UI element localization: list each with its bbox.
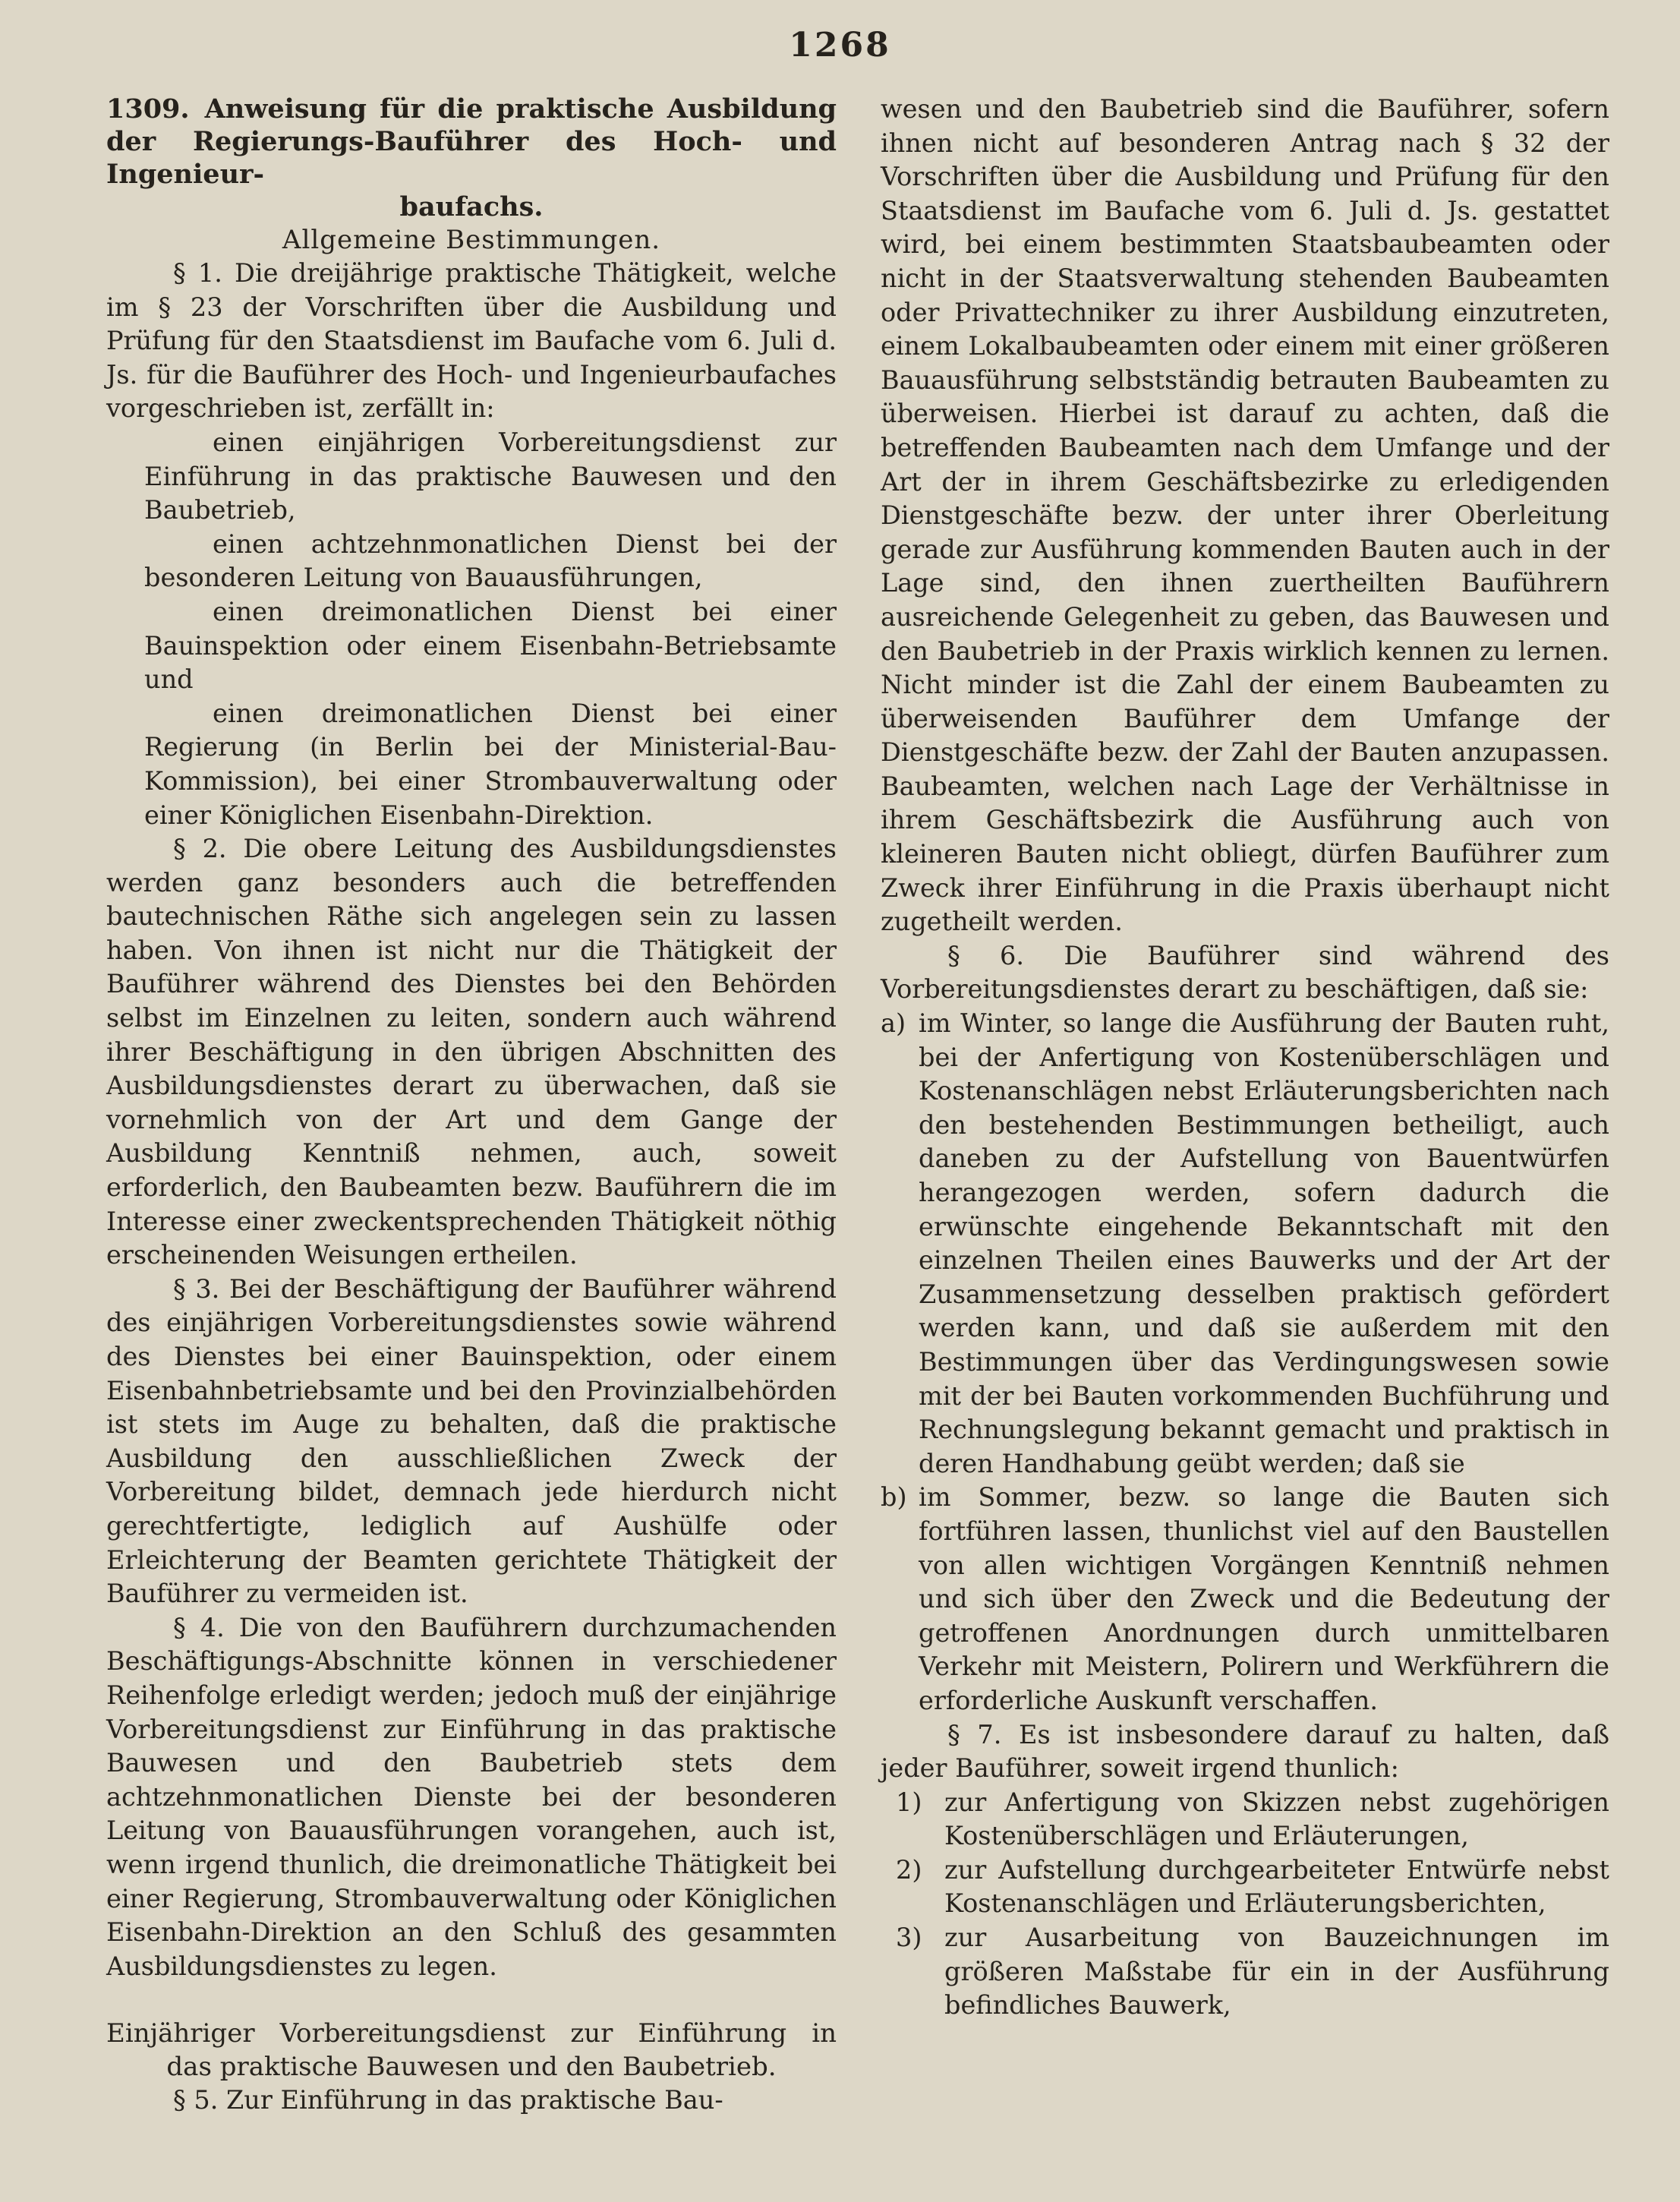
paragraph-3: § 3. Bei der Beschäftigung der Bauführer während des einjährigen Vorbereitungsdienstes sowie während des Dienstes bei einer Bauinspektion, oder einem Eisenbahnbetriebsamte und bei den Provinzialbehörden ist stets im Auge zu behalten, daß die praktische Ausbildung den ausschließlichen Zweck der Vorbereitung bildet, demnach jede hierdurch nicht gerechtfertigte, lediglich auf Aushülfe oder Erleichterung der Beamten gerichtete Thätigkeit der Bauführer zu vermeiden ist. [106,1273,837,1609]
document-title [106,93,837,191]
paragraph-5-start: § 5. Zur Einführung in das praktische Bau- [173,2085,723,2115]
paragraph-2: § 2. Die obere Leitung des Ausbildungsdienstes werden ganz besonders auch die betreffenden bautechnischen Räthe sich angelegen sein zu lassen haben. Von ihnen ist nicht nur die Thätigkeit der Bauführer während des Dienstes bei den Behörden selbst im Einzelnen zu leiten, sondern auch während ihrer Beschäftigung in den übrigen Abschnitten des Ausbildungsdienstes derart zu überwachen, daß sie vornehmlich von der Art und dem Gange der Ausbildung Kenntniß nehmen, auch, soweit erforderlich, den Baubeamten bezw. Bauführern die im Interesse einer zweckentsprechenden Thätigkeit nöthig erscheinenden Weisungen ertheilen. [106,834,837,1270]
section-heading-line-1: Einjähriger Vorbereitungsdienst zur Einführung in [106,2018,837,2049]
list-label: b) [881,1482,907,1513]
list-item: einen einjährigen Vorbereitungsdienst zur Einführung in das praktische Bauwesen und den Baubetrieb, [144,427,837,525]
list-text: zur Aufstellung durchgearbeiteter Entwürfe nebst Kostenanschlägen und Erläuterungsberichten, [944,1854,1609,1919]
list-item-b [881,1481,1609,1718]
list-item-2 [881,1853,1609,1921]
list-text: zur Ausarbeitung von Bauzeichnungen im größeren Maßstabe für ein in der Ausführung befindliches Bauwerk, [944,1923,1609,2021]
document-title-text: Anweisung für die praktische Ausbildung der Regierungs-Bauführer des Hoch- und Ingenieur- [106,93,837,190]
section-heading-general: Allgemeine Bestimmungen. [282,225,661,255]
list-text: im Winter, so lange die Ausführung der Bauten ruht, bei der Anfertigung von Kostenüberschlägen und Kostenanschlägen nebst Erläuterungsberichten nach den bestehenden Bestimmungen betheiligt, auch daneben zu der Aufstellung von Bauentwürfen herangezogen werden, sofern dadurch die erwünschte eingehende Bekanntschaft mit den einzelnen Theilen eines Bauwerks und der Art der Zusammensetzung desselben praktisch gefördert werden kann, und daß sie außerdem mit den Bestimmungen über das Verdingungswesen sowie mit der bei Bauten vorkommenden Buchführung und Rechnungslegung bekannt gemacht und praktisch in deren Handhabung geübt werden; daß sie [919,1008,1609,1478]
section-gap [106,1983,837,2017]
section-heading-preparatory-service [106,2017,837,2084]
list-item-3 [881,1921,1609,2023]
list-item: einen dreimonatlichen Dienst bei einer Regierung (in Berlin bei der Ministerial-Bau-Kommission), bei einer Strombauverwaltung oder einer Königlichen Eisenbahn-Direktion. [144,698,837,830]
paragraph-7: § 7. Es ist insbesondere darauf zu halten, daß jeder Bauführer, soweit irgend thunlich: [881,1719,1609,1784]
paragraph-6: § 6. Die Bauführer sind während des Vorbereitungsdienstes derart zu beschäftigen, daß sie: [881,940,1609,1005]
section-heading-line-2: das praktische Bauwesen und den Baubetrieb. [166,2052,777,2083]
page-number: 1268 [789,26,891,65]
list-text: zur Anfertigung von Skizzen nebst zugehörigen Kostenüberschlägen und Erläuterungen, [944,1787,1609,1851]
left-column [106,93,837,2118]
list-item-a [881,1007,1609,1481]
list-label: 1) [896,1787,922,1817]
paragraph-5-continued: wesen und den Baubetrieb sind die Bauführer, sofern ihnen nicht auf besonderen Antrag nach § 32 der Vorschriften über die Ausbildung und Prüfung für den Staatsdienst im Baufache vom 6. Juli d. Js. gestattet wird, bei einem bestimmten Staatsbaubeamten oder nicht in der Staatsverwaltung stehenden Baubeamten oder Privattechniker zu ihrer Ausbildung einzutreten, einem Lokalbaubeamten oder einem mit einer größeren Bauausführung selbstständig betrauten Baubeamten zu überweisen. Hierbei ist darauf zu achten, daß die betreffenden Baubeamten nach dem Umfange und der Art der in ihrem Geschäftsbezirke zu erledigenden Dienstgeschäfte bezw. der unter ihrer Oberleitung gerade zur Ausführung kommenden Bauten auch in der Lage sind, den ihnen zuertheilten Bauführern ausreichende Gelegenheit zu geben, das Bauwesen und den Baubetrieb in der Praxis wirklich kennen zu lernen. Nicht minder ist die Zahl der einem Baubeamten zu überweisenden Bauführer dem Umfange der Dienstgeschäfte bezw. der Zahl der Bauten anzupassen. Baubeamten, welchen nach Lage der Verhältnisse in ihrem Geschäftsbezirk die Ausführung auch von kleineren Bauten nicht obliegt, dürfen Bauführer zum Zweck ihrer Einführung in die Praxis überhaupt nicht zugetheilt werden. [881,94,1609,937]
list-item: einen achtzehnmonatlichen Dienst bei der besonderen Leitung von Bauausführungen, [144,528,837,593]
paragraph-4: § 4. Die von den Bauführern durchzumachenden Beschäftigungs-Abschnitte können in verschiedener Reihenfolge erledigt werden; jedoch muß der einjährige Vorbereitungsdienst zur Einführung in das praktische Bauwesen und den Baubetrieb stets dem achtzehnmonatlichen Dienste bei der besonderen Leitung von Bauausführungen vorangehen, auch ist, wenn irgend thunlich, die dreimonatliche Thätigkeit bei einer Regierung, Strombauverwaltung oder Königlichen Eisenbahn-Direktion an den Schluß des gesammten Ausbildungsdienstes zu legen. [106,1612,837,1981]
list-item-1 [881,1786,1609,1853]
list-text: im Sommer, bezw. so lange die Bauten sich fortführen lassen, thunlichst viel auf den Baustellen von allen wichtigen Vorgängen Kenntniß nehmen und sich über den Zweck und die Bedeutung der getroffenen Anordnungen durch unmittelbaren Verkehr mit Meistern, Polirern und Werkführern die erforderliche Auskunft verschaffen. [919,1482,1609,1715]
list-label: 3) [896,1923,922,1953]
list-item: einen dreimonatlichen Dienst bei einer Bauinspektion oder einem Eisenbahn-Betriebsamte und [144,596,837,695]
paragraph-1: § 1. Die dreijährige praktische Thätigkeit, welche im § 23 der Vorschriften über die Ausbildung und Prüfung für den Staatsdienst im Baufache vom 6. Juli d. Js. für die Bauführer des Hoch- und Ingenieurbaufaches vorgeschrieben ist, zerfällt in: [106,258,837,424]
list-label: 2) [896,1854,922,1885]
list-label: a) [881,1008,906,1039]
right-column [881,93,1609,2023]
document-number: 1309. [106,93,190,125]
document-title-tail: baufachs. [399,191,544,222]
